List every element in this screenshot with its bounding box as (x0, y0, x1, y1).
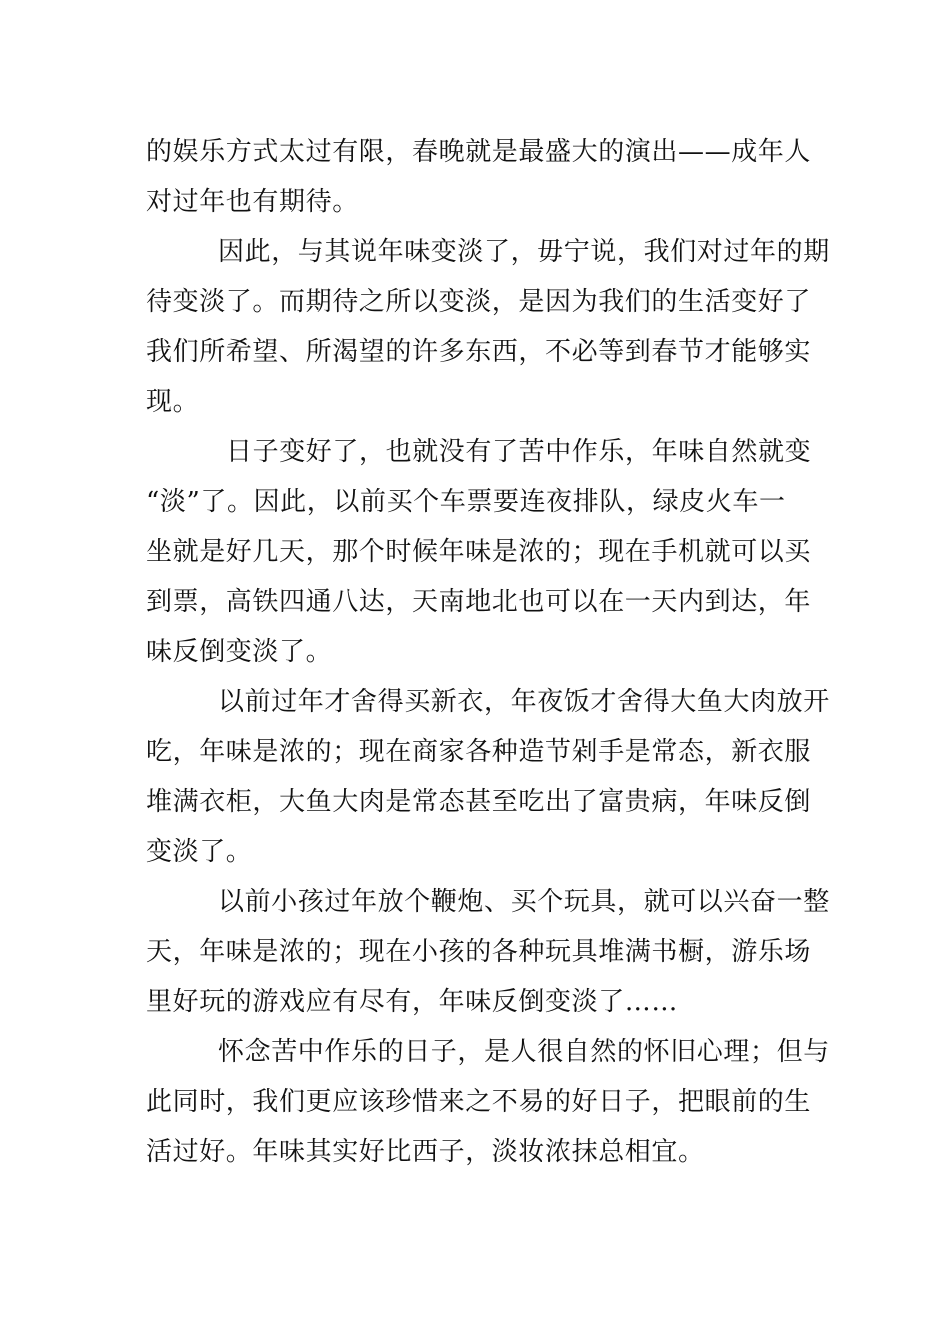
text-line: 里好玩的游戏应有尽有，年味反倒变淡了…… (146, 987, 679, 1017)
text-line: 天，年味是浓的；现在小孩的各种玩具堆满书橱，游乐场 (146, 937, 812, 967)
text-line: 待变淡了。而期待之所以变淡，是因为我们的生活变好了 (146, 287, 812, 317)
paragraph-first-line: 因此，与其说年味变淡了，毋宁说，我们对过年的期 (218, 237, 830, 267)
text-line: 此同时，我们更应该珍惜来之不易的好日子，把眼前的生 (146, 1087, 812, 1117)
paragraph-first-line: 以前小孩过年放个鞭炮、买个玩具，就可以兴奋一整 (218, 887, 830, 917)
text-line: 活过好。年味其实好比西子，淡妆浓抹总相宜。 (146, 1137, 705, 1167)
text-line: 现。 (146, 387, 200, 417)
text-line: 堆满衣柜，大鱼大肉是常态甚至吃出了富贵病，年味反倒 (146, 787, 812, 817)
paragraph-first-line: 日子变好了，也就没有了苦中作乐，年味自然就变 (226, 437, 812, 467)
text-line: 的娱乐方式太过有限，春晚就是最盛大的演出——成年人 (146, 137, 812, 167)
text-line: 坐就是好几天，那个时候年味是浓的；现在手机就可以买 (146, 537, 812, 567)
paragraph-first-line: 以前过年才舍得买新衣，年夜饭才舍得大鱼大肉放开 (218, 687, 830, 717)
text-line: 到票，高铁四通八达，天南地北也可以在一天内到达，年 (146, 587, 812, 617)
text-line: 我们所希望、所渴望的许多东西，不必等到春节才能够实 (146, 337, 812, 367)
paragraph-first-line: 怀念苦中作乐的日子，是人很自然的怀旧心理；但与 (218, 1037, 830, 1067)
text-line: 吃，年味是浓的；现在商家各种造节剁手是常态，新衣服 (146, 737, 812, 767)
text-line: “淡”了。因此，以前买个车票要连夜排队，绿皮火车一 (146, 487, 786, 517)
text-line: 变淡了。 (146, 837, 253, 867)
text-line: 味反倒变淡了。 (146, 637, 333, 667)
text-line: 对过年也有期待。 (146, 187, 359, 217)
